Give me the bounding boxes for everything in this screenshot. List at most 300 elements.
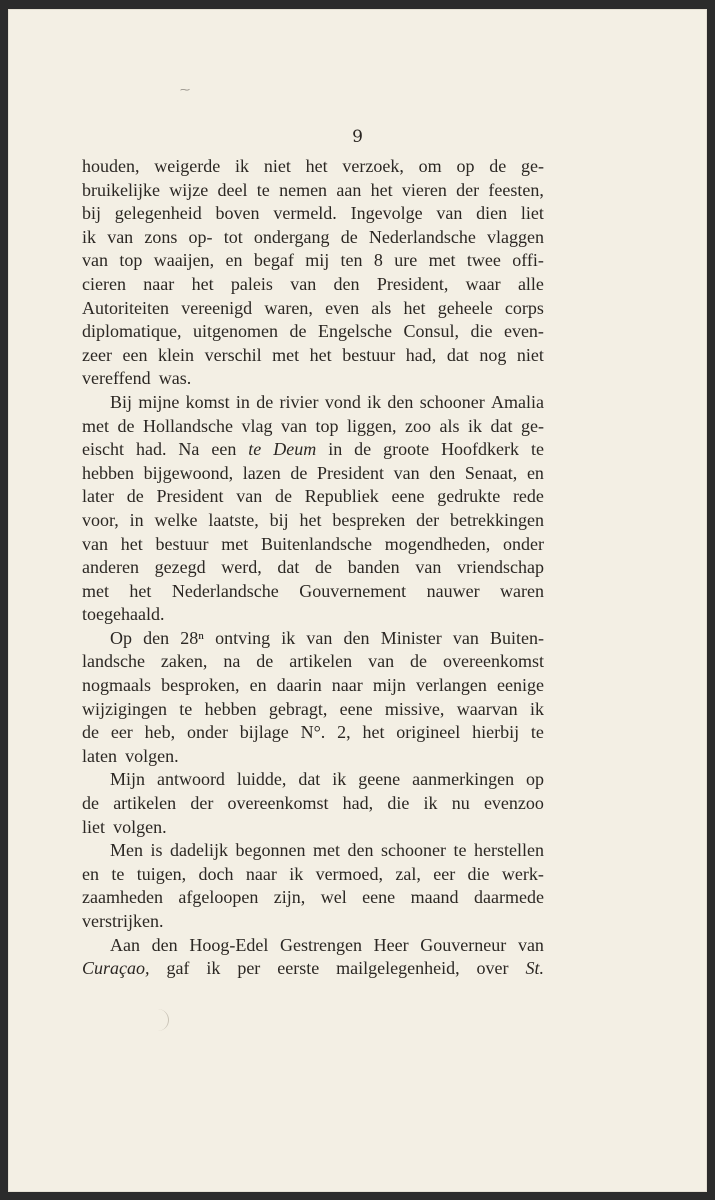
- text-line: [82, 745, 544, 769]
- word: ik: [423, 793, 438, 814]
- word: op: [526, 769, 544, 790]
- word: dat: [446, 344, 469, 365]
- word: ik: [367, 391, 382, 412]
- word: eischt: [82, 439, 124, 460]
- word: als: [371, 297, 392, 318]
- word: vlaggen: [487, 226, 544, 247]
- word: den: [151, 934, 178, 955]
- word: feesten,: [488, 179, 544, 200]
- word: het: [129, 580, 152, 601]
- word: naar: [331, 675, 363, 696]
- word: en: [82, 863, 99, 884]
- word: die: [467, 863, 490, 884]
- word: vermoed,: [315, 863, 384, 884]
- word: St.: [525, 958, 544, 979]
- text-line: [82, 580, 544, 604]
- word: van: [107, 226, 134, 247]
- word: die: [387, 793, 410, 814]
- word: rivier: [279, 391, 319, 412]
- word: van: [415, 557, 442, 578]
- word: de: [82, 793, 99, 814]
- word: zal,: [395, 863, 421, 884]
- text-line: [82, 155, 544, 179]
- word: bijlage: [239, 722, 289, 743]
- text-line: [82, 886, 544, 910]
- book-page: [8, 9, 707, 1192]
- word: welke: [154, 509, 198, 530]
- word: te: [256, 179, 270, 200]
- word: artikelen: [113, 793, 177, 814]
- word: een: [211, 439, 237, 460]
- text-line: [82, 320, 544, 344]
- word: Amalia: [491, 391, 544, 412]
- word: voor,: [82, 509, 119, 530]
- word: dat: [490, 415, 513, 436]
- word: de: [340, 226, 358, 247]
- word: Engelsche: [317, 321, 392, 342]
- word: maand: [410, 887, 459, 908]
- word: is: [150, 840, 163, 861]
- word: niet: [263, 156, 291, 176]
- word: ik: [206, 958, 221, 979]
- word: zons: [144, 226, 178, 247]
- text-line: [82, 792, 544, 816]
- word: werk-: [501, 863, 544, 884]
- text-line: [82, 910, 544, 934]
- word: Curaçao,: [82, 958, 150, 979]
- word: met: [82, 580, 109, 601]
- word: ge-: [521, 415, 544, 436]
- word: het: [370, 179, 393, 200]
- word: nog: [479, 344, 507, 365]
- word: eene: [362, 887, 396, 908]
- word: dat: [277, 557, 300, 578]
- word: Gouvernement: [299, 580, 407, 601]
- word: twee: [466, 250, 501, 271]
- word: ik: [82, 226, 97, 247]
- text-line: [82, 344, 544, 368]
- paper-mark: [158, 1009, 169, 1031]
- word: doch: [198, 863, 234, 884]
- word: de: [82, 722, 99, 743]
- text-line: [82, 650, 544, 674]
- word: ik: [235, 156, 250, 176]
- word: de: [489, 156, 507, 176]
- word: Buiten-: [489, 627, 544, 648]
- word: artikelen: [289, 651, 353, 672]
- word: verschil: [204, 344, 262, 365]
- word: ontving: [215, 627, 271, 648]
- word: daarin: [276, 675, 322, 696]
- text-line: [82, 391, 544, 415]
- word: boven: [215, 203, 260, 224]
- text-line: [82, 556, 544, 580]
- word: bestuur: [342, 344, 396, 365]
- word: laatste,: [208, 509, 259, 530]
- word: was.: [158, 368, 192, 389]
- word: vlag: [241, 415, 273, 436]
- word: even: [325, 297, 360, 318]
- word: en: [225, 250, 243, 271]
- word: eene: [391, 486, 425, 507]
- word: Hoog-Edel: [189, 934, 269, 955]
- word: President: [156, 486, 224, 507]
- word: wijzigingen: [82, 698, 167, 719]
- word: Gestrengen: [280, 934, 362, 955]
- word: van: [280, 415, 307, 436]
- word: volgen.: [125, 745, 179, 766]
- word: N°.: [300, 722, 326, 743]
- word: nu: [451, 793, 470, 814]
- word: mij: [305, 250, 330, 271]
- text-line: [82, 957, 544, 981]
- word: op: [456, 156, 475, 176]
- word: nemen: [279, 179, 328, 200]
- word: weigerde: [154, 156, 221, 176]
- word: volgen.: [113, 816, 167, 837]
- word: in: [129, 509, 144, 530]
- word: om: [418, 156, 442, 176]
- word: gebragt,: [268, 698, 328, 719]
- word: zijn,: [273, 887, 306, 908]
- word: den: [343, 627, 370, 648]
- word: ik: [289, 863, 304, 884]
- word: cieren: [82, 273, 126, 294]
- word: ure: [394, 250, 418, 271]
- text-line: [82, 462, 544, 486]
- word: diplomatique,: [82, 321, 182, 342]
- word: de: [256, 651, 274, 672]
- word: waren: [500, 580, 544, 601]
- word: geene: [358, 769, 401, 790]
- word: vieren: [401, 179, 447, 200]
- word: liet: [82, 816, 105, 837]
- word: schooner: [380, 840, 446, 861]
- word: Na: [178, 439, 200, 460]
- word: over: [476, 958, 509, 979]
- word: zaken,: [160, 651, 208, 672]
- word: en: [249, 675, 267, 696]
- word: uitgenomen: [192, 321, 278, 342]
- word: top: [119, 250, 143, 271]
- word: hebben: [82, 462, 134, 483]
- text-line: [82, 367, 544, 391]
- word: van: [393, 462, 420, 483]
- text-line: [82, 485, 544, 509]
- word: te: [531, 439, 544, 460]
- word: hierbij: [472, 722, 520, 743]
- word: als: [439, 415, 460, 436]
- word: Bij: [110, 391, 133, 412]
- word: naar: [245, 863, 277, 884]
- word: wel: [320, 887, 347, 908]
- word: van: [82, 533, 108, 554]
- word: vond: [324, 391, 361, 412]
- word: verzoek,: [342, 156, 404, 176]
- word: nogmaals: [82, 675, 151, 696]
- word: schooner: [419, 391, 485, 412]
- word: bij: [82, 203, 102, 224]
- word: top: [315, 415, 339, 436]
- word: de: [117, 415, 135, 436]
- body-text: [82, 155, 544, 981]
- word: hebben: [204, 698, 257, 719]
- word: heb,: [144, 722, 176, 743]
- word: Buitenlandsche: [261, 533, 372, 554]
- text-line: [82, 249, 544, 273]
- text-line: [82, 509, 544, 533]
- word: ge-: [521, 156, 544, 176]
- word: corps: [504, 297, 544, 318]
- word: en: [526, 462, 544, 483]
- word: begaf: [253, 250, 294, 271]
- word: bruikelijke: [82, 179, 160, 200]
- word: nauwer: [426, 580, 480, 601]
- word: ik: [332, 769, 347, 790]
- word: Consul,: [403, 321, 459, 342]
- word: het: [309, 344, 332, 365]
- word: liet: [520, 203, 544, 224]
- word: het: [362, 722, 385, 743]
- word: de: [289, 321, 307, 342]
- word: President,: [376, 273, 449, 294]
- text-line: [82, 438, 544, 462]
- word: zoo: [405, 415, 431, 436]
- word: bespreken: [332, 509, 406, 530]
- word: liggen,: [347, 415, 397, 436]
- word: wijze: [169, 179, 209, 200]
- word: 28ⁿ: [180, 627, 204, 648]
- word: Gouverneur: [420, 934, 507, 955]
- word: daarmede: [474, 887, 544, 908]
- word: de: [410, 651, 428, 672]
- word: de: [256, 391, 274, 412]
- word: waaijen,: [153, 250, 215, 271]
- word: Senaat,: [464, 462, 518, 483]
- word: ik: [529, 698, 544, 719]
- word: de: [354, 439, 372, 460]
- word: den: [347, 840, 374, 861]
- word: der: [456, 179, 480, 200]
- word: ten: [340, 250, 363, 271]
- word: te: [111, 863, 125, 884]
- word: President: [316, 462, 384, 483]
- word: bijgewoond,: [143, 462, 234, 483]
- text-line: [82, 839, 544, 863]
- word: met: [312, 840, 340, 861]
- word: dadelijk: [170, 840, 228, 861]
- word: het: [403, 297, 426, 318]
- word: der: [190, 793, 214, 814]
- word: zaamheden: [82, 887, 163, 908]
- word: tuigen,: [136, 863, 187, 884]
- word: Men: [110, 840, 143, 861]
- word: 2,: [337, 722, 351, 743]
- word: verlangen: [415, 675, 487, 696]
- word: geheele: [437, 297, 493, 318]
- text-line: [82, 816, 544, 840]
- text-line: [82, 415, 544, 439]
- word: betrekkingen: [449, 509, 544, 530]
- word: der: [416, 509, 440, 530]
- word: in: [328, 439, 343, 460]
- word: dien: [476, 203, 508, 224]
- word: Deum: [273, 439, 317, 460]
- word: naar: [143, 273, 175, 294]
- word: Republiek: [304, 486, 379, 507]
- word: den: [333, 273, 360, 294]
- word: bestuur: [155, 533, 209, 554]
- word: onder: [186, 722, 228, 743]
- word: komst: [185, 391, 230, 412]
- word: gedrukte: [437, 486, 501, 507]
- word: bij: [269, 509, 289, 530]
- word: waar: [465, 273, 501, 294]
- word: vermeld.: [273, 203, 337, 224]
- word: lazen: [242, 462, 281, 483]
- word: het: [191, 273, 214, 294]
- word: overeenkomst: [227, 793, 329, 814]
- text-line: [82, 863, 544, 887]
- word: waarvan: [456, 698, 518, 719]
- word: van: [436, 203, 463, 224]
- word: Nederlandsche: [368, 226, 476, 247]
- word: gezegd: [154, 557, 206, 578]
- text-line: [82, 226, 544, 250]
- word: den: [143, 627, 170, 648]
- word: vriendschap: [457, 557, 544, 578]
- word: van: [517, 934, 544, 955]
- word: Autoriteiten: [82, 297, 169, 318]
- word: ondergang: [253, 226, 330, 247]
- word: mijn: [372, 675, 406, 696]
- text-line: [82, 533, 544, 557]
- word: zeer: [82, 344, 112, 365]
- word: besproken,: [161, 675, 240, 696]
- word: Heer: [373, 934, 409, 955]
- word: Aan: [110, 934, 140, 955]
- word: eerste: [277, 958, 320, 979]
- word: Nederlandsche: [171, 580, 279, 601]
- word: tot: [223, 226, 243, 247]
- word: het: [299, 509, 322, 530]
- word: vereffend: [82, 368, 151, 389]
- page-number: 9: [352, 127, 363, 147]
- word: den: [387, 391, 414, 412]
- word: in: [235, 391, 250, 412]
- word: origineel: [396, 722, 461, 743]
- word: mogendheden,: [384, 533, 491, 554]
- word: verstrijken.: [82, 911, 164, 931]
- word: met: [82, 415, 109, 436]
- word: te: [179, 698, 193, 719]
- ink-speck: ⁓: [180, 85, 190, 96]
- word: de: [126, 486, 144, 507]
- word: van: [368, 651, 395, 672]
- word: ik: [281, 627, 296, 648]
- word: missive,: [384, 698, 445, 719]
- word: Ingevolge: [350, 203, 423, 224]
- word: gelegenheid: [114, 203, 202, 224]
- word: onder: [502, 533, 544, 554]
- text-line: [82, 603, 544, 627]
- word: werd,: [221, 557, 262, 578]
- word: toegehaald.: [82, 604, 165, 625]
- word: die: [470, 321, 493, 342]
- text-line: [82, 627, 544, 651]
- text-line: [82, 934, 544, 958]
- word: de: [315, 557, 333, 578]
- word: te: [530, 722, 544, 743]
- word: van: [290, 273, 317, 294]
- word: van: [452, 627, 479, 648]
- word: gaf: [166, 958, 190, 979]
- word: landsche: [82, 651, 145, 672]
- word: alle: [517, 273, 544, 294]
- word: den: [429, 462, 456, 483]
- word: op-: [188, 226, 213, 247]
- word: dat: [298, 769, 321, 790]
- word: een: [122, 344, 148, 365]
- word: de: [274, 486, 292, 507]
- text-line: [82, 721, 544, 745]
- word: eer: [110, 722, 133, 743]
- word: had,: [342, 793, 374, 814]
- word: aan: [336, 179, 362, 200]
- word: herstellen: [473, 840, 544, 861]
- word: te: [248, 439, 262, 460]
- word: antwoord: [156, 769, 225, 790]
- word: Hollandsche: [143, 415, 233, 436]
- word: eenige: [496, 675, 544, 696]
- word: het: [305, 156, 328, 176]
- word: van: [82, 250, 108, 271]
- word: had.: [135, 439, 167, 460]
- word: met: [428, 250, 456, 271]
- word: laten: [82, 745, 117, 766]
- word: klein: [158, 344, 195, 365]
- word: luidde,: [236, 769, 287, 790]
- word: te: [453, 840, 467, 861]
- word: houden,: [82, 156, 140, 176]
- text-line: [82, 768, 544, 792]
- word: anderen: [82, 557, 139, 578]
- word: aanmerkingen: [412, 769, 515, 790]
- word: ik: [468, 415, 483, 436]
- word: begonnen: [235, 840, 306, 861]
- word: Mijn: [110, 769, 146, 790]
- word: per: [237, 958, 261, 979]
- word: Hoofdkerk: [441, 439, 520, 460]
- word: met: [221, 533, 249, 554]
- text-line: [82, 674, 544, 698]
- word: even-: [503, 321, 544, 342]
- word: eer: [433, 863, 456, 884]
- word: Minister: [380, 627, 442, 648]
- text-line: [82, 273, 544, 297]
- text-line: [82, 698, 544, 722]
- word: 8: [373, 250, 383, 271]
- word: groote: [383, 439, 430, 460]
- word: banden: [347, 557, 400, 578]
- word: mijne: [138, 391, 180, 412]
- text-line: [82, 297, 544, 321]
- word: paleis: [230, 273, 273, 294]
- word: Op: [110, 627, 132, 648]
- word: na: [223, 651, 241, 672]
- word: niet: [516, 344, 544, 365]
- word: de: [290, 462, 308, 483]
